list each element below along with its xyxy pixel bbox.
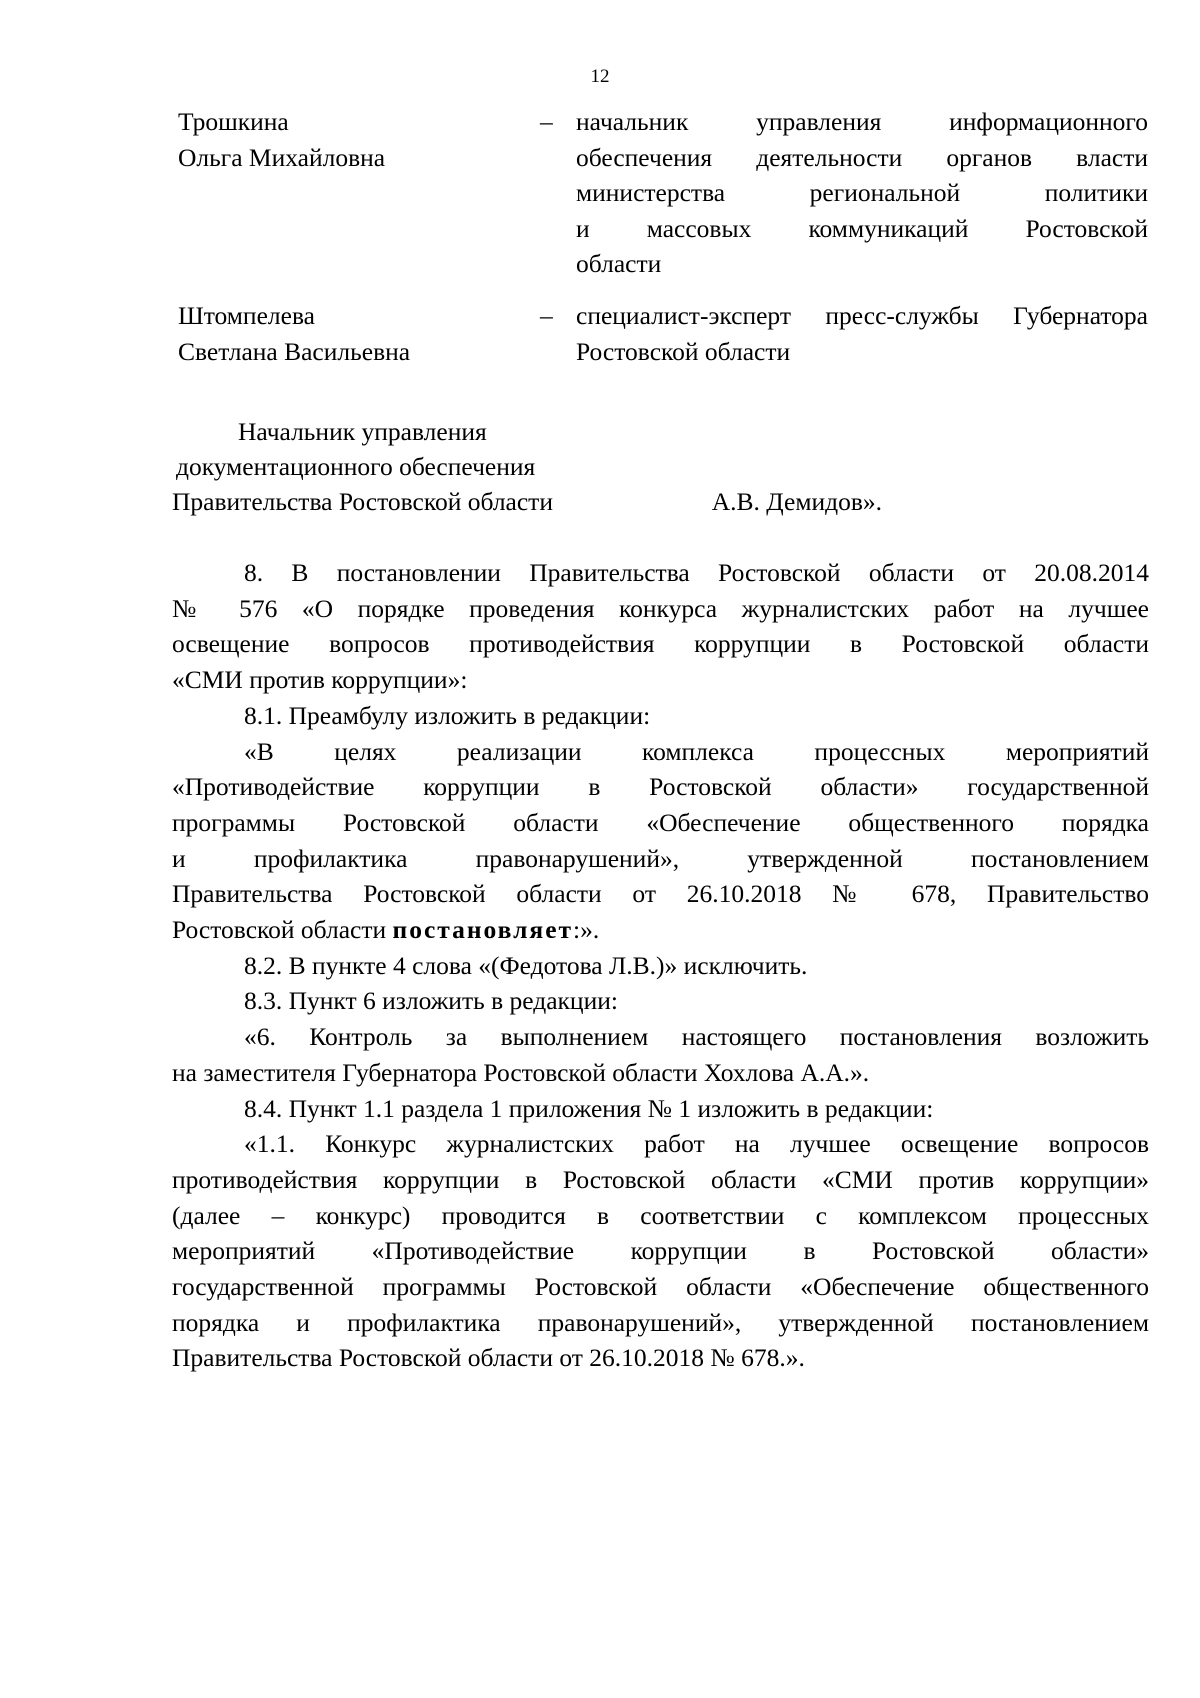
paragraph-item-8 [172, 555, 1149, 698]
text-line: «Противодействие коррупции в Ростовской области» государственной [172, 772, 1149, 802]
signature-block [172, 414, 1032, 519]
text-fragment: Ростовской области [172, 915, 393, 945]
paragraph-item-8-1: 8.1. Преамбулу изложить в редакции: [244, 700, 651, 730]
committee-member [178, 104, 1148, 282]
role-line: начальник управления информационного [576, 107, 1148, 136]
paragraph-item-8-3: 8.3. Пункт 6 изложить в редакции: [244, 986, 618, 1016]
text-line: государственной программы Ростовской области «Обеспечение общественного [172, 1272, 1149, 1302]
role-line: области [576, 249, 662, 278]
text-line: (далее – конкурс) проводится в соответствии с комплексом процессных [172, 1200, 1149, 1230]
signature-position-line: документационного обеспечения [176, 452, 536, 481]
text-line: 8. В постановлении Правительства Ростовской области от 20.08.2014 [244, 558, 1149, 587]
signature-row [172, 484, 1032, 519]
document-body [172, 555, 1149, 1376]
page-number: 12 [590, 66, 610, 87]
member-surname: Трошкина [178, 107, 289, 136]
member-dash: – [540, 301, 553, 330]
paragraph-item-8-3-quote [172, 1019, 1149, 1090]
text-line: «1.1. Конкурс журналистских работ на лучшее освещение вопросов [244, 1129, 1149, 1159]
paragraph-item-8-2: 8.2. В пункте 4 слова «(Федотова Л.В.)» исключить. [244, 950, 808, 980]
paragraph-item-8-4-quote [172, 1126, 1149, 1376]
text-line: «В целях реализации комплекса процессных мероприятий [244, 736, 1149, 766]
role-line: Ростовской области [576, 336, 791, 366]
text-line: освещение вопросов противодействия коррупции в Ростовской области [172, 629, 1149, 659]
role-line: министерства региональной политики [576, 178, 1148, 207]
member-surname: Штомпелева [178, 301, 315, 330]
text-line: № 576 «О порядке проведения конкурса журналистских работ на лучшее [172, 593, 1149, 623]
member-name [178, 104, 540, 282]
member-given-names: Светлана Васильевна [178, 336, 411, 366]
text-line: на заместителя Губернатора Ростовской области Хохлова А.А.». [172, 1057, 870, 1087]
role-line: обеспечения деятельности органов власти [576, 142, 1148, 172]
text-line [172, 912, 1149, 948]
text-line: «6. Контроль за выполнением настоящего постановления возложить [244, 1022, 1149, 1052]
member-name [178, 298, 540, 369]
role-line: специалист-эксперт пресс-службы Губернатора [576, 301, 1148, 330]
committee-member [178, 298, 1148, 369]
signer-name: А.В. Демидов». [711, 487, 882, 516]
member-role [576, 298, 1148, 369]
text-line: и профилактика правонарушений», утвержденной постановлением [172, 843, 1149, 873]
paragraph-item-8-1-quote [172, 734, 1149, 948]
member-role [576, 104, 1148, 282]
signature-position-line: Начальник управления [238, 417, 487, 446]
emphasis-word: постановляет [392, 915, 574, 945]
text-fragment: :». [573, 915, 600, 945]
paragraph-item-8-4: 8.4. Пункт 1.1 раздела 1 приложения № 1 изложить в редакции: [244, 1093, 934, 1123]
text-line: мероприятий «Противодействие коррупции в Ростовской области» [172, 1236, 1149, 1266]
member-dash: – [540, 107, 553, 136]
role-line: и массовых коммуникаций Ростовской [576, 213, 1148, 243]
text-line: порядка и профилактика правонарушений», утвержденной постановлением [172, 1307, 1149, 1337]
text-line: «СМИ против коррупции»: [172, 665, 468, 695]
signature-position-line: Правительства Ростовской области [172, 487, 553, 516]
text-line: противодействия коррупции в Ростовской области «СМИ против коррупции» [172, 1164, 1149, 1194]
text-line: Правительства Ростовской области от 26.10.2018 № 678.». [172, 1343, 805, 1373]
text-line: программы Ростовской области «Обеспечение общественного порядка [172, 807, 1149, 837]
text-line: Правительства Ростовской области от 26.10.2018 № 678, Правительство [172, 879, 1149, 909]
member-given-names: Ольга Михайловна [178, 142, 386, 172]
